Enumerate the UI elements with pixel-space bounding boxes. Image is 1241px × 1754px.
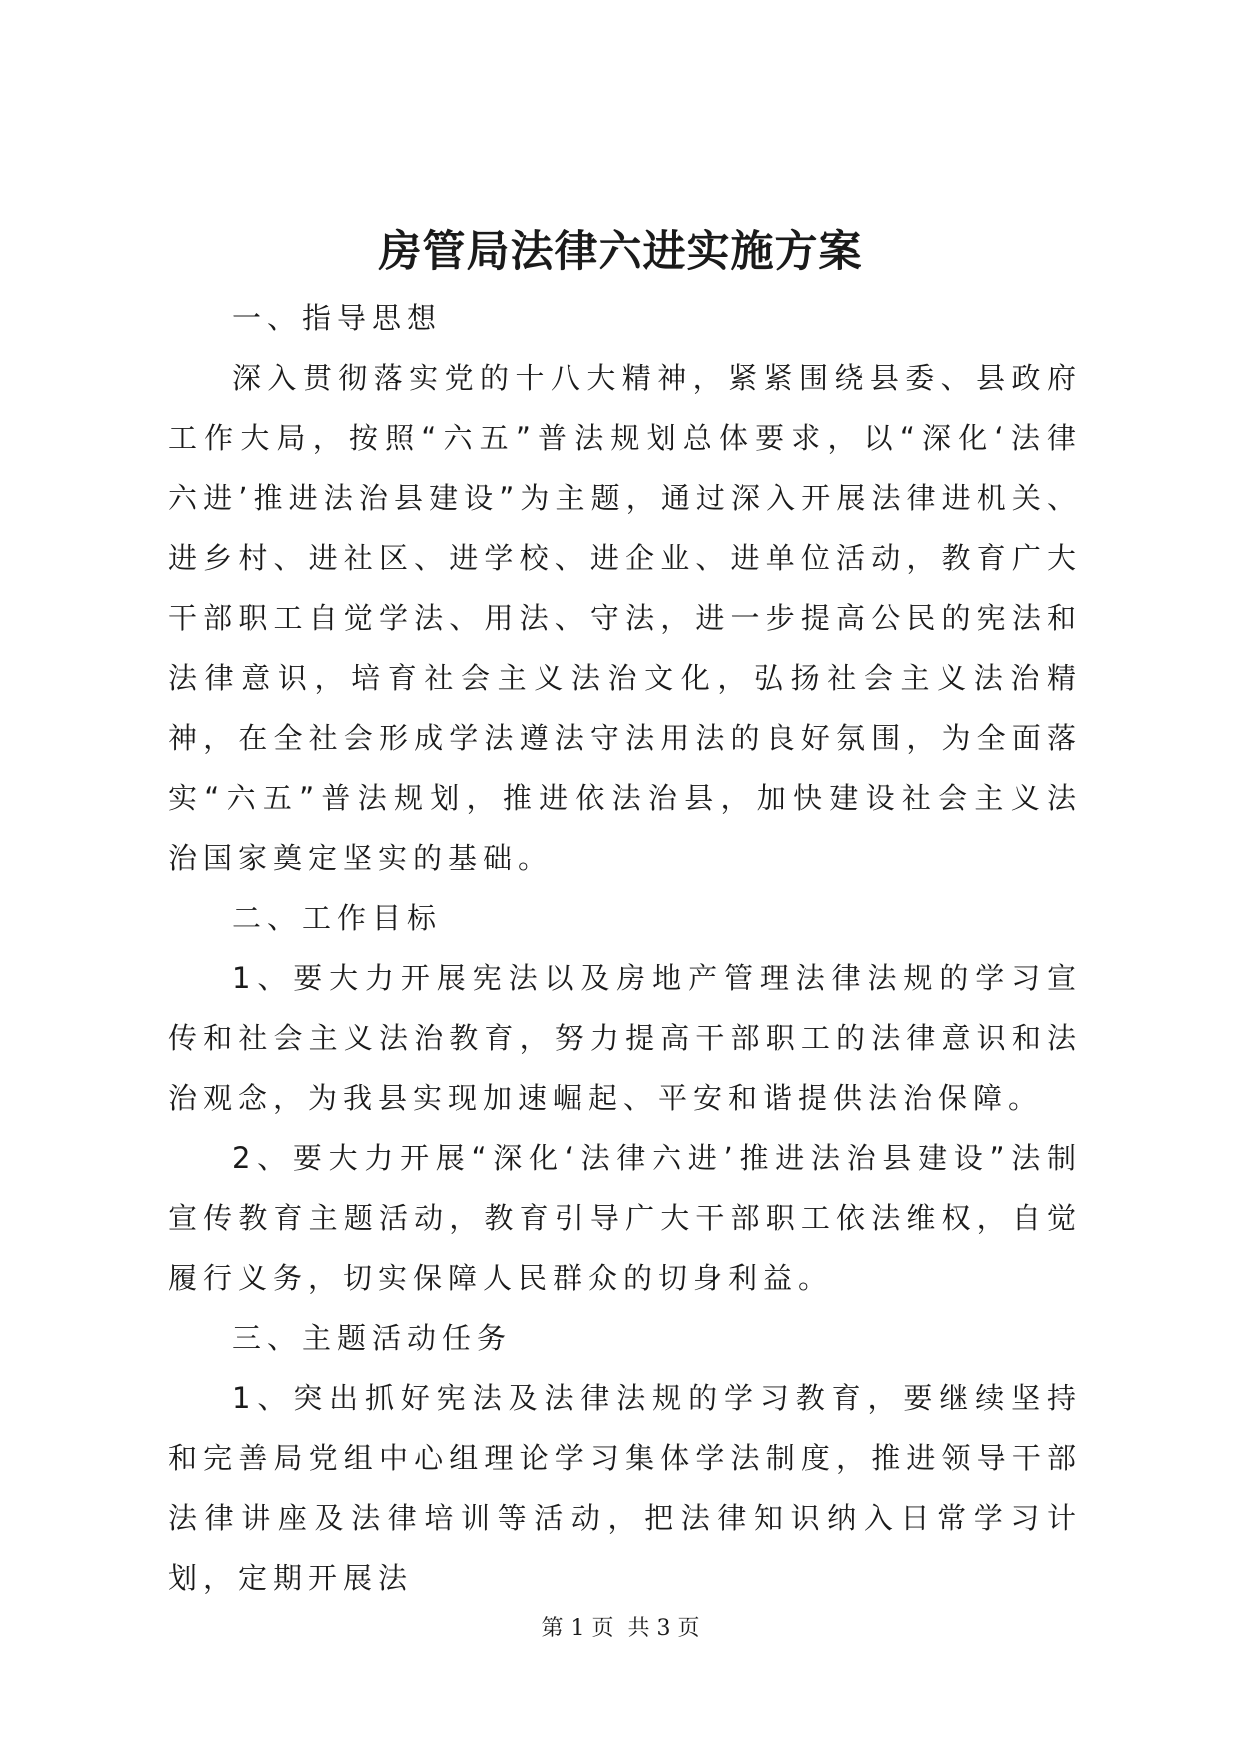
paragraph-task-1: 1、突出抓好宪法及法律法规的学习教育，要继续坚持和完善局党组中心组理论学习集体学法制度，推进领导干部法律讲座及法律培训等活动，把法律知识纳入日常学习计划，定期开展法 <box>168 1381 1082 1595</box>
section-heading-work-goals: 二、工作目标 <box>232 901 443 935</box>
paragraph-goal-2: 2、要大力开展“深化‘法律六进’推进法治县建设”法制宣传教育主题活动，教育引导广大干部职工依法维权，自觉履行义务，切实保障人民群众的切身利益。 <box>168 1141 1082 1295</box>
page-number: 第 1 页 <box>541 1616 614 1641</box>
section-heading-activity-tasks: 三、主题活动任务 <box>232 1321 513 1355</box>
paragraph-guiding-ideology: 深入贯彻落实党的十八大精神，紧紧围绕县委、县政府工作大局，按照“六五”普法规划总体要求，以“深化‘法律六进’推进法治县建设”为主题，通过深入开展法律进机关、进乡村、进社区、进学校、进企业、进单位活动，教育广大干部职工自觉学法、用法、守法，进一步提高公民的宪法和法律意识，培育社会主义法治文化，弘扬社会主义法治精神，在全社会形成学法遵法守法用法的良好氛围，为全面落实“六五”普法规划，推进依法治县，加快建设社会主义法治国家奠定坚实的基础。 <box>168 361 1082 875</box>
page-footer <box>0 1614 1241 1644</box>
document-title: 房管局法律六进实施方案 <box>378 227 863 277</box>
document-body <box>168 288 1082 1608</box>
section-heading-guiding-ideology: 一、指导思想 <box>232 301 443 335</box>
paragraph-goal-1: 1、要大力开展宪法以及房地产管理法律法规的学习宣传和社会主义法治教育，努力提高干部职工的法律意识和法治观念，为我县实现加速崛起、平安和谐提供法治保障。 <box>168 961 1082 1115</box>
page-total: 共 3 页 <box>627 1616 700 1641</box>
